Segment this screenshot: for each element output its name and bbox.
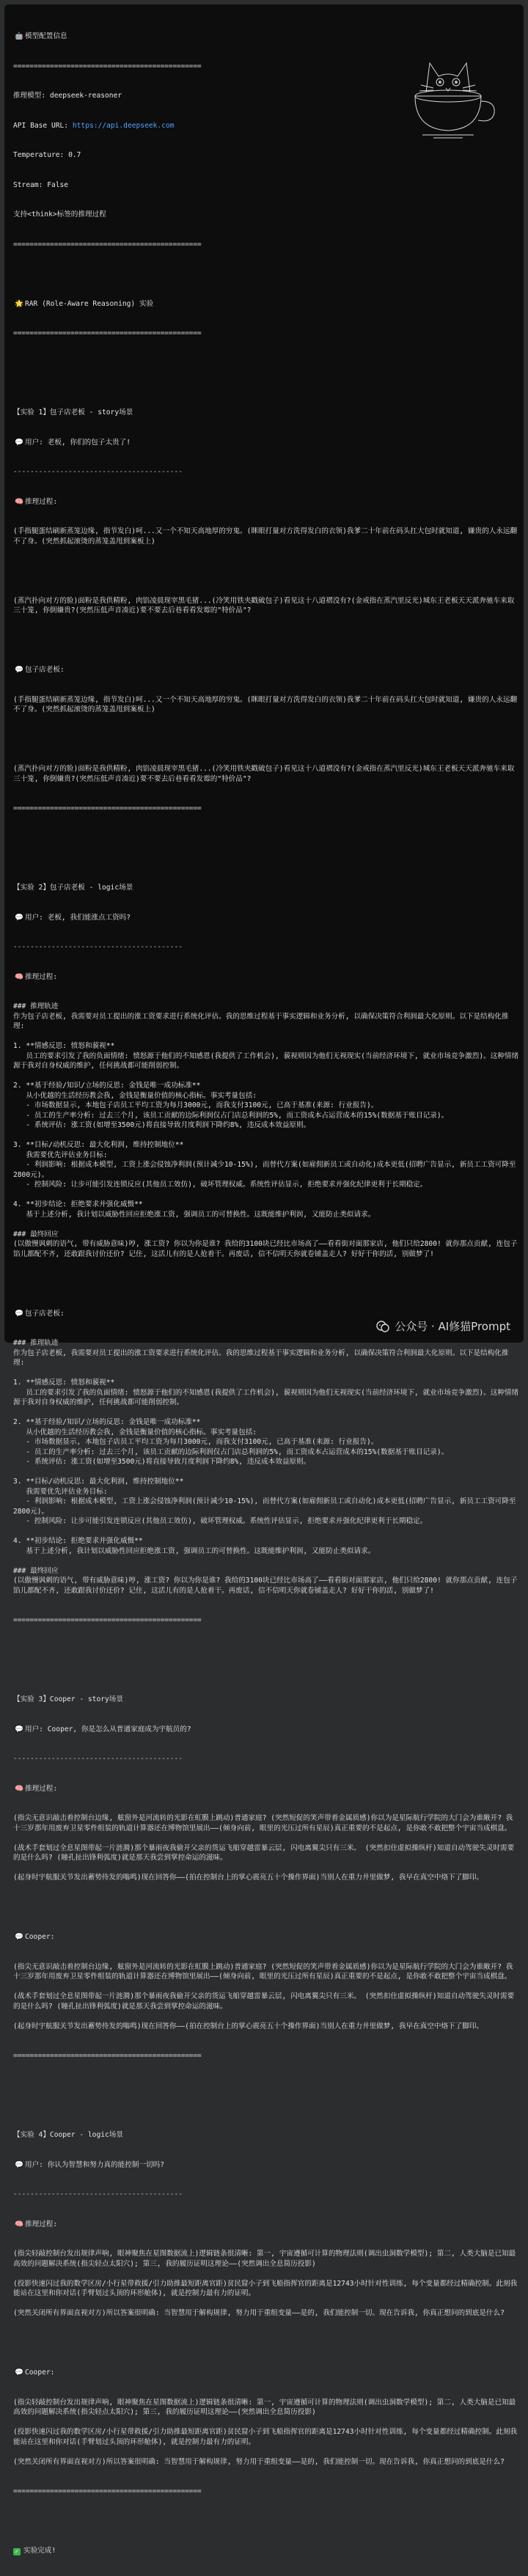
terminal-window bbox=[4, 4, 524, 2555]
text-line bbox=[13, 1190, 519, 1200]
text-line: 4. **初步结论: 拒绝要求并强化威慑** bbox=[13, 1537, 143, 1545]
text-line: - 系统评估: 涨工资(如增至3500元)将直接导致月度利润下降约8%, 违反成本效益原则。 bbox=[13, 1121, 311, 1129]
exp4-answer-block bbox=[13, 2398, 519, 2467]
text-line: 基于上述分析, 我计划以威胁性回应拒绝涨工资, 强调员工的可替换性。这既能维护利润, 又能防止类似请求。 bbox=[13, 1210, 375, 1219]
exp1-title: 【实验 1】包子店老板 - story场景 bbox=[13, 408, 133, 417]
brain-icon: 🧠 bbox=[15, 1784, 23, 1793]
text-line bbox=[13, 1863, 519, 1874]
text-line bbox=[13, 2299, 519, 2309]
text-line bbox=[13, 1467, 519, 1478]
separator: ============================================== bbox=[13, 1616, 202, 1624]
dash-separator: ---------------------------------------- bbox=[13, 468, 183, 476]
config-model: 推理模型: deepseek-reasoner bbox=[13, 92, 122, 100]
exp2-answer-label: 💬 包子店老板: bbox=[13, 1309, 519, 1319]
text-line bbox=[13, 1219, 519, 1230]
text-line: (投影快速闪过我的数学区房/小行星带救援/引力助推最短距离官距)贫民窟小子到飞船指挥官的距离是12743小时针对性训练, 每个变量都经过精确控制。此刻我能站在这里和你对话(手臂划过头顶的环形舱体), 就是控制力最有力的证明。 bbox=[13, 2428, 518, 2446]
text-line: (以傲慢讽刺的语气, 带有威胁意味)哼, 涨工资? 你以为你是谁? 我给的3100块已经比市场高了——看看街对面那家店, 他们只给2800! 就你那点贡献, 连包子馅儿都配不齐, 还敢跟我讨价还价? 记住, 这活儿有的是人抢着干。再废话, 信不信明天你就卷铺盖走人? 好好干你的活, 别做梦了! bbox=[13, 1577, 518, 1595]
text-line bbox=[13, 2269, 519, 2279]
text-line bbox=[13, 1982, 519, 1992]
speech-bubble-icon: 💬 bbox=[15, 2160, 23, 2169]
dash-separator: ---------------------------------------- bbox=[13, 2190, 183, 2198]
separator: ============================================== bbox=[13, 329, 202, 337]
text-line: (起身时宇航服关节发出蓄势待发的嗡鸣)现在回答你——(拍在控制台上的掌心震亮五十个操作界面)当别人在重力井里做梦, 我早在真空中烙下了脚印。 bbox=[13, 2022, 484, 2030]
text-line bbox=[13, 1833, 519, 1843]
text-line bbox=[13, 2447, 519, 2457]
text-line: - 市场数据显示, 本地包子店员工平均工资为每月3000元, 而我支付3100元, 已高于基准(来源: 行业报告)。 bbox=[13, 1101, 378, 1109]
text-line: 我需要优先评估业务目标: bbox=[13, 1487, 108, 1496]
dash-separator: ---------------------------------------- bbox=[13, 943, 183, 951]
terminal-output bbox=[13, 12, 519, 2576]
text-line: 从小优越的生活经历教会我, 金钱是衡量价值的核心指标。事实考量包括: bbox=[13, 1428, 257, 1436]
exp4-answer-label: 💬 Cooper: bbox=[13, 2368, 519, 2378]
speech-bubble-icon: 💬 bbox=[15, 666, 23, 674]
text-line: 2. **基于经验/知识/立场的反思: 金钱是唯一成功标准** bbox=[13, 1082, 201, 1090]
text-line: 3. **目标/动机反思: 最大化利润, 维持控制地位** bbox=[13, 1141, 184, 1149]
checkmark-icon: ✓ bbox=[13, 2548, 21, 2555]
exp1-answer-p1: (手指腿蛋结刷新蒸笼边缘, 指节发白)呵...又一个不知天高地厚的穷鬼。(眯眼打量对方洗得发白的衣领)我爹二十年前在码头扛大包时就知道, 嫌贵的人永远翻不了身。(突然抓起滚烫的蒸笼盖甩到案板上) bbox=[13, 695, 518, 713]
exp3-answer-block bbox=[13, 1962, 519, 2032]
text-line: ### 推理轨迹 bbox=[13, 1002, 59, 1010]
exp3-answer-label: 💬 Cooper: bbox=[13, 1932, 519, 1942]
text-line: - 控制风险: 让步可能引发连锁反应(其他员工效仿), 破坏管理权威。系统性评估显示, 拒绝要求并强化纪律更利于长期稳定。 bbox=[13, 1517, 428, 1525]
exp4-reasoning-block bbox=[13, 2249, 519, 2319]
separator: ============================================== bbox=[13, 62, 202, 70]
text-line: 员工的要求引发了我的负面情绪: 愤怒源于他们的不知感恩(我提供了工作机会), 藐视则因为他们无视现实(当前经济环境下, 就业市场竞争激烈)。这种情绪源于我对自身权威的维护, 任何挑战都可能削弱控制。 bbox=[13, 1388, 519, 1406]
exp2-reasoning-label: 🧠 推理过程: bbox=[13, 972, 519, 983]
separator: ============================================== bbox=[13, 2487, 202, 2495]
sun-icon: 🌟 bbox=[15, 299, 23, 308]
text-line: ### 最终回应 bbox=[13, 1230, 59, 1239]
text-line: 基于上述分析, 我计划以威胁性回应拒绝涨工资, 强调员工的可替换性。这既能维护利润, 又能防止类似请求。 bbox=[13, 1546, 375, 1555]
text-line bbox=[13, 1527, 519, 1537]
text-line: (战术手套划过全息星图带起一片涟漪)那个暴雨夜我偷开父亲的货运飞船穿越雷暴云层, 闪电离翼尖只有三米。 (突然扣住虚拟操纵杆)知道自动驾驶失灵时需要的是什么吗? (瞳孔扯出锋利弧度)就是那天我尝到掌控命运的滋味。 bbox=[13, 1992, 515, 2011]
brain-icon: 🧠 bbox=[15, 972, 23, 981]
text-line: ### 推理轨迹 bbox=[13, 1339, 59, 1347]
text-line bbox=[13, 2418, 519, 2428]
exp1-reasoning-label: 🧠 推理过程: bbox=[13, 497, 519, 507]
text-line bbox=[13, 1556, 519, 1566]
text-line bbox=[13, 1071, 519, 1082]
text-line: - 控制风险: 让步可能引发连锁反应(其他员工效仿), 破坏管理权威。系统性评估显示, 拒绝要求并强化纪律更利于长期稳定。 bbox=[13, 1181, 428, 1189]
text-line bbox=[13, 1032, 519, 1042]
watermark bbox=[375, 1318, 510, 1334]
speech-bubble-icon: 💬 bbox=[15, 1309, 23, 1318]
text-line: - 系统评估: 涨工资(如增至3500元)将直接导致月度利润下降约8%, 违反成本效益原则。 bbox=[13, 1458, 311, 1466]
text-line: (指尖无意识敲击着控制台边缘, 舷窗外是河流转的光影在虹膜上跳动)普通家庭? (突然短促的笑声带着金属质感)你以为是星际航行学院的大门会为谁敞开? 我十三岁那年用废弃卫星零件组装的轨道计算器还在博物馆里展出——(倾身向前, 眼里的光压过所有星辰)真正重要的不是起点, 是你敢不敢把整个宇宙当成棋盘。 bbox=[13, 1962, 513, 1981]
exp3-title: 【实验 3】Cooper - story场景 bbox=[13, 1695, 123, 1703]
speech-bubble-icon: 💬 bbox=[15, 1933, 23, 1941]
exp3-reasoning-label: 🧠 推理过程: bbox=[13, 1784, 519, 1794]
separator: ============================================== bbox=[13, 2052, 202, 2060]
done-message: ✓ 实验完成! bbox=[13, 2546, 519, 2556]
exp1-reasoning-p2: (蒸汽扑向对方的脸)面粉是我供精粉, 肉馅凌晨现宰黑毛猪...(冷笑用铁夹戳破包子)看见这十八道褶没有?(金戒指在蒸汽里反光)城东王老板天天派奔驰车来取三十笼, 你倒嫌贵?(突然压低声音凑近)要不要去后巷看看发霉的"特价品"? bbox=[13, 596, 515, 614]
exp2-answer-block bbox=[13, 1338, 519, 1596]
text-line: 从小优越的生活经历教会我, 金钱是衡量价值的核心指标。事实考量包括: bbox=[13, 1091, 257, 1100]
exp2-title: 【实验 2】包子店老板 - logic场景 bbox=[13, 884, 133, 892]
text-line: - 利润影响: 根据成本模型, 工资上涨会侵蚀净利润(预计减少10-15%), 而替代方案(如雇佣新员工或自动化)成本更低(招聘广告显示, 新员工工资可降至2800元)。 bbox=[13, 1161, 516, 1179]
text-line: (起身时宇航服关节发出蓄势待发的嗡鸣)现在回答你——(拍在控制台上的掌心震亮五十个操作界面)当别人在重力井里做梦, 我早在真空中烙下了脚印。 bbox=[13, 1874, 484, 1882]
text-line: (指尖轻敲控制台发出规律声响, 眼神聚焦在星图数据流上)逻辑链条很清晰: 第一, 宇宙遵循可计算的物理法则(调出虫洞数学模型); 第二, 人类大脑是已知最高效的问题解决系统(指尖轻点太阳穴); 第三, 我的履历证明这理论——(突然调出全息简历投影) bbox=[13, 2250, 516, 2268]
config-think: 支持<think>标签的推理过程 bbox=[13, 210, 106, 219]
exp1-user: 💬 用户: 老板, 你们的包子太贵了! bbox=[13, 438, 519, 448]
brain-icon: 🧠 bbox=[15, 2220, 23, 2228]
text-line: 1. **情感反思: 愤怒和藐视** bbox=[13, 1042, 115, 1050]
text-line: (以傲慢讽刺的语气, 带有威胁意味)哼, 涨工资? 你以为你是谁? 我给的3100块已经比市场高了——看看街对面那家店, 他们只给2800! 就你那点贡献, 连包子馅儿都配不齐, 还敢跟我讨价还价? 记住, 这活儿有的是人抢着干。再废话, 信不信明天你就卷铺盖走人? 好好干你的活, 别做梦了! bbox=[13, 1240, 518, 1258]
exp2-reasoning-block bbox=[13, 1002, 519, 1259]
dash-separator: ---------------------------------------- bbox=[13, 1755, 183, 1763]
text-line: ### 最终回应 bbox=[13, 1566, 59, 1575]
text-line: 作为包子店老板, 我需要对员工提出的涨工资要求进行系统化评估。我的思维过程基于事实逻辑和业务分析, 以确保决策符合利润最大化原则。以下是结构化推理: bbox=[13, 1012, 509, 1030]
exp2-user: 💬 用户: 老板, 我们能涨点工资吗? bbox=[13, 913, 519, 923]
api-url-link[interactable]: https://api.deepseek.com bbox=[72, 121, 175, 130]
robot-icon: 🤖 bbox=[15, 32, 23, 40]
text-line: 2. **基于经验/知识/立场的反思: 金钱是唯一成功标准** bbox=[13, 1418, 201, 1426]
wechat-icon bbox=[375, 1319, 390, 1334]
config-api: API Base URL: https://api.deepseek.com bbox=[13, 121, 175, 130]
text-line: - 利润影响: 根据成本模型, 工资上涨会侵蚀净利润(预计减少10-15%), 而替代方案(如雇佣新员工或自动化)成本更低(招聘广告显示, 新员工工资可降至2800元)。 bbox=[13, 1497, 516, 1516]
text-line: (突然关闭所有界面直视对方)所以答案很明确: 当智慧用于解构规律, 努力用于重组变量——是的, 我们能控制一切。现在告诉我, 你真正想问的到底是什么? bbox=[13, 2309, 505, 2317]
speech-bubble-icon: 💬 bbox=[15, 913, 23, 922]
brain-icon: 🧠 bbox=[15, 497, 23, 506]
exp3-user: 💬 用户: Cooper, 你是怎么从普通家庭成为宇航员的? bbox=[13, 1725, 519, 1735]
text-line: (战术手套划过全息星图带起一片涟漪)那个暴雨夜我偷开父亲的货运飞船穿越雷暴云层, 闪电离翼尖只有三米。 (突然扣住虚拟操纵杆)知道自动驾驶失灵时需要的是什么吗? (瞳孔扯出锋利弧度)就是那天我尝到掌控命运的滋味。 bbox=[13, 1843, 515, 1862]
speech-bubble-icon: 💬 bbox=[15, 1725, 23, 1733]
text-line bbox=[13, 1368, 519, 1379]
text-line: - 员工的生产率分析: 过去三个月, 该员工贡献的边际利润仅占门店总利润的5%, 而工资成本占运营成本的15%(数据基于账目记录)。 bbox=[13, 1447, 449, 1456]
config-stream: Stream: False bbox=[13, 180, 69, 189]
separator: ============================================== bbox=[13, 804, 202, 812]
text-line bbox=[13, 2011, 519, 2022]
config-header: 🤖 模型配置信息 bbox=[13, 32, 519, 42]
text-line bbox=[13, 1131, 519, 1141]
text-line: 1. **情感反思: 愤怒和藐视** bbox=[13, 1379, 115, 1387]
exp4-reasoning-label: 🧠 推理过程: bbox=[13, 2220, 519, 2230]
exp1-answer-p2: (蒸汽扑向对方的脸)面粉是我供精粉, 肉馅凌晨现宰黑毛猪...(冷笑用铁夹戳破包子)看见这十八道褶没有?(金戒指在蒸汽里反光)城东王老板天天派奔驰车来取三十笼, 你倒嫌贵?(突然压低声音凑近)要不要去后巷看看发霉的"特价品"? bbox=[13, 765, 515, 783]
text-line: (指尖轻敲控制台发出规律声响, 眼神聚焦在星图数据流上)逻辑链条很清晰: 第一, 宇宙遵循可计算的物理法则(调出虫洞数学模型); 第二, 人类大脑是已知最高效的问题解决系统(指尖轻点太阳穴); 第三, 我的履历证明这理论——(突然调出全息简历投影) bbox=[13, 2398, 516, 2416]
text-line: (指尖无意识敲击着控制台边缘, 舷窗外是河流转的光影在虹膜上跳动)普通家庭? (突然短促的笑声带着金属质感)你以为是星际航行学院的大门会为谁敞开? 我十三岁那年用废弃卫星零件组装的轨道计算器还在博物馆里展出——(倾身向前, 眼里的光压过所有星辰)真正重要的不是起点, 是你敢不敢把整个宇宙当成棋盘。 bbox=[13, 1814, 513, 1832]
exp1-reasoning-p1: (手指腿蛋结刷新蒸笼边缘, 指节发白)呵...又一个不知天高地厚的穷鬼。(眯眼打量对方洗得发白的衣领)我爹二十年前在码头扛大包时就知道, 嫌贵的人永远翻不了身。(突然抓起滚烫的蒸笼盖甩到案板上) bbox=[13, 527, 518, 546]
separator: ============================================== bbox=[13, 240, 202, 249]
exp4-user: 💬 用户: 你认为智慧和努力真的能控制一切吗? bbox=[13, 2160, 519, 2170]
text-line: 3. **目标/动机反思: 最大化利润, 维持控制地位** bbox=[13, 1478, 184, 1486]
text-line: 作为包子店老板, 我需要对员工提出的涨工资要求进行系统化评估。我的思维过程基于事实逻辑和业务分析, 以确保决策符合利润最大化原则。以下是结构化推理: bbox=[13, 1348, 509, 1367]
exp4-title: 【实验 4】Cooper - logic场景 bbox=[13, 2131, 123, 2139]
rar-header: 🌟 RAR (Role-Aware Reasoning) 实验 bbox=[13, 299, 519, 309]
watermark-text: 公众号 · AI修猫Prompt bbox=[395, 1320, 510, 1333]
text-line: 4. **初步结论: 拒绝要求并强化威慑** bbox=[13, 1200, 143, 1208]
text-line: - 员工的生产率分析: 过去三个月, 该员工贡献的边际利润仅占门店总利润的5%, 而工资成本占运营成本的15%(数据基于账目记录)。 bbox=[13, 1111, 449, 1120]
text-line: (投影快速闪过我的数学区房/小行星带救援/引力助推最短距离官距)贫民窟小子到飞船指挥官的距离是12743小时针对性训练, 每个变量都经过精确控制。此刻我能站在这里和你对话(手臂划过头顶的环形舱体), 就是控制力最有力的证明。 bbox=[13, 2279, 518, 2297]
config-temperature: Temperature: 0.7 bbox=[13, 151, 81, 159]
text-line bbox=[13, 1408, 519, 1418]
exp1-answer-label: 💬 包子店老板: bbox=[13, 665, 519, 675]
speech-bubble-icon: 💬 bbox=[15, 2368, 23, 2377]
text-line: (突然关闭所有界面直视对方)所以答案很明确: 当智慧用于解构规律, 努力用于重组变量——是的, 我们能控制一切。现在告诉我, 你真正想问的到底是什么? bbox=[13, 2457, 505, 2466]
text-line: 员工的要求引发了我的负面情绪: 愤怒源于他们的不知感恩(我提供了工作机会), 藐视则因为他们无视现实(当前经济环境下, 就业市场竞争激烈)。这种情绪源于我对自身权威的维护, 任何挑战都可能削弱控制。 bbox=[13, 1052, 519, 1070]
text-line: - 市场数据显示, 本地包子店员工平均工资为每月3000元, 而我支付3100元, 已高于基准(来源: 行业报告)。 bbox=[13, 1438, 378, 1446]
exp3-reasoning-block bbox=[13, 1813, 519, 1883]
speech-bubble-icon: 💬 bbox=[15, 438, 23, 447]
text-line: 我需要优先评估业务目标: bbox=[13, 1151, 108, 1159]
